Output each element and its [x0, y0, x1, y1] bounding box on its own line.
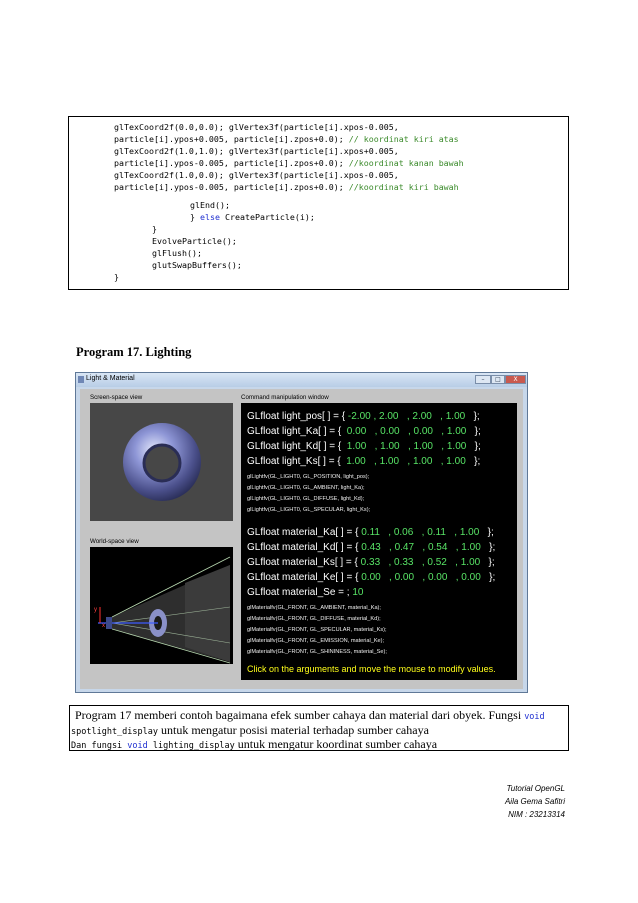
param-values[interactable]: 1.00 , 1.00 , 1.00 , 1.00 — [346, 456, 466, 467]
param-values[interactable]: 0.11 , 0.06 , 0.11 , 1.00 — [361, 527, 480, 538]
maximize-button[interactable]: □ — [491, 375, 505, 384]
param-row: GLfloat material_Ka[ ] = { 0.11 , 0.06 , 0.11 , 1.00 }; — [247, 527, 494, 538]
code-line: glFlush(); — [152, 248, 202, 258]
param-values[interactable]: 0.00 , 0.00 , 0.00 , 0.00 — [361, 572, 481, 583]
function-call: glLightfv(GL_LIGHT0, GL_AMBIENT, light_Ka); — [247, 485, 365, 491]
code-line: } else CreateParticle(i); — [190, 212, 315, 222]
window-title: Light & Material — [86, 375, 135, 382]
function-call: glMaterialfv(GL_FRONT, GL_EMISSION, material_Ke); — [247, 638, 385, 644]
world-scene — [90, 547, 233, 664]
param-row: GLfloat material_Se = ; 10 — [247, 587, 364, 598]
caption-line: Program 17 memberi contoh bagaimana efek sumber cahaya dan material dari obyek. Fungsi void — [75, 708, 545, 722]
code-line: particle[i].ypos+0.005, particle[i].zpos+0.0); // koordinat kiri atas — [114, 134, 459, 144]
param-row: GLfloat light_Kd[ ] = { 1.00 , 1.00 , 1.00 , 1.00 }; — [247, 441, 481, 452]
param-row: GLfloat material_Ke[ ] = { 0.00 , 0.00 , 0.00 , 0.00 }; — [247, 572, 496, 583]
screen-space-view[interactable] — [90, 403, 233, 521]
function-call: glMaterialfv(GL_FRONT, GL_DIFFUSE, material_Kd); — [247, 616, 381, 622]
axis-y-label: y — [94, 607, 97, 613]
code-line: glTexCoord2f(1.0,0.0); glVertex3f(particle[i].xpos-0.005, — [114, 170, 399, 180]
code-line: EvolveParticle(); — [152, 236, 237, 246]
hint-text: Click on the arguments and move the mouse to modify values. — [247, 664, 496, 674]
function-call: glLightfv(GL_LIGHT0, GL_SPECULAR, light_Ks); — [247, 507, 371, 513]
param-row: GLfloat light_Ks[ ] = { 1.00 , 1.00 , 1.00 , 1.00 }; — [247, 456, 481, 467]
param-row: GLfloat material_Ks[ ] = { 0.33 , 0.33 , 0.52 , 1.00 }; — [247, 557, 495, 568]
code-line: glEnd(); — [190, 200, 230, 210]
window-titlebar — [76, 373, 527, 387]
minimize-button[interactable]: – — [475, 375, 491, 384]
code-line: particle[i].ypos-0.005, particle[i].zpos+0.0); //koordinat kanan bawah — [114, 158, 464, 168]
axis-x-label: x — [102, 623, 105, 629]
function-call: glMaterialfv(GL_FRONT, GL_AMBIENT, material_Ka); — [247, 605, 381, 611]
param-row: GLfloat light_pos[ ] = { -2.00 , 2.00 , 2.00 , 1.00 }; — [247, 411, 480, 422]
caption-line: Dan fungsi void lighting_display untuk mengatur koordinat sumber cahaya — [71, 737, 438, 751]
function-call: glLightfv(GL_LIGHT0, GL_DIFFUSE, light_Kd); — [247, 496, 365, 502]
param-values[interactable]: 0.43 , 0.47 , 0.54 , 1.00 — [361, 542, 481, 553]
client-area — [80, 389, 523, 689]
code-line: glTexCoord2f(1.0,1.0); glVertex3f(particle[i].xpos+0.005, — [114, 146, 399, 156]
param-row: GLfloat light_Ka[ ] = { 0.00 , 0.00 , 0.00 , 1.00 }; — [247, 426, 481, 437]
close-button[interactable]: X — [505, 375, 526, 384]
param-row: GLfloat material_Kd[ ] = { 0.43 , 0.47 , 0.54 , 1.00 }; — [247, 542, 496, 553]
code-line: particle[i].ypos-0.005, particle[i].zpos+0.0); //koordinat kiri bawah — [114, 182, 459, 192]
code-listing — [68, 116, 569, 290]
function-call: glLightfv(GL_LIGHT0, GL_POSITION, light_pos); — [247, 474, 370, 480]
footer-title: Tutorial OpenGL — [506, 784, 565, 793]
param-values[interactable]: 1.00 , 1.00 , 1.00 , 1.00 — [346, 441, 467, 452]
command-manipulation-window[interactable] — [241, 403, 517, 680]
footer-nim: NIM : 23213314 — [508, 810, 565, 819]
command-window-label: Command manipulation window — [241, 394, 329, 401]
caption-box — [69, 705, 569, 751]
footer-author: Aila Gema Safitri — [504, 797, 565, 806]
function-call: glMaterialfv(GL_FRONT, GL_SHININESS, material_Se); — [247, 649, 387, 655]
function-call: glMaterialfv(GL_FRONT, GL_SPECULAR, material_Ks); — [247, 627, 387, 633]
world-space-label: World-space view — [90, 538, 139, 545]
code-line: glTexCoord2f(0.0,0.0); glVertex3f(particle[i].xpos-0.005, — [114, 122, 399, 132]
param-values[interactable]: -2.00 , 2.00 , 2.00 , 1.00 — [347, 411, 466, 422]
caption-line: spotlight_display untuk mengatur posisi material terhadap sumber cahaya — [71, 723, 429, 737]
code-line: } — [152, 224, 157, 234]
app-icon — [78, 376, 84, 383]
world-space-view[interactable] — [90, 547, 233, 664]
param-values[interactable]: 10 — [352, 587, 364, 598]
code-line: } — [114, 272, 119, 282]
param-values[interactable]: 0.00 , 0.00 , 0.00 , 1.00 — [346, 426, 467, 437]
app-screenshot — [75, 372, 528, 693]
screen-space-label: Screen-space view — [90, 394, 143, 401]
code-line: glutSwapBuffers(); — [152, 260, 242, 270]
torus-render — [90, 403, 233, 521]
param-values[interactable]: 0.33 , 0.33 , 0.52 , 1.00 — [360, 557, 481, 568]
section-heading: Program 17. Lighting — [76, 345, 192, 359]
